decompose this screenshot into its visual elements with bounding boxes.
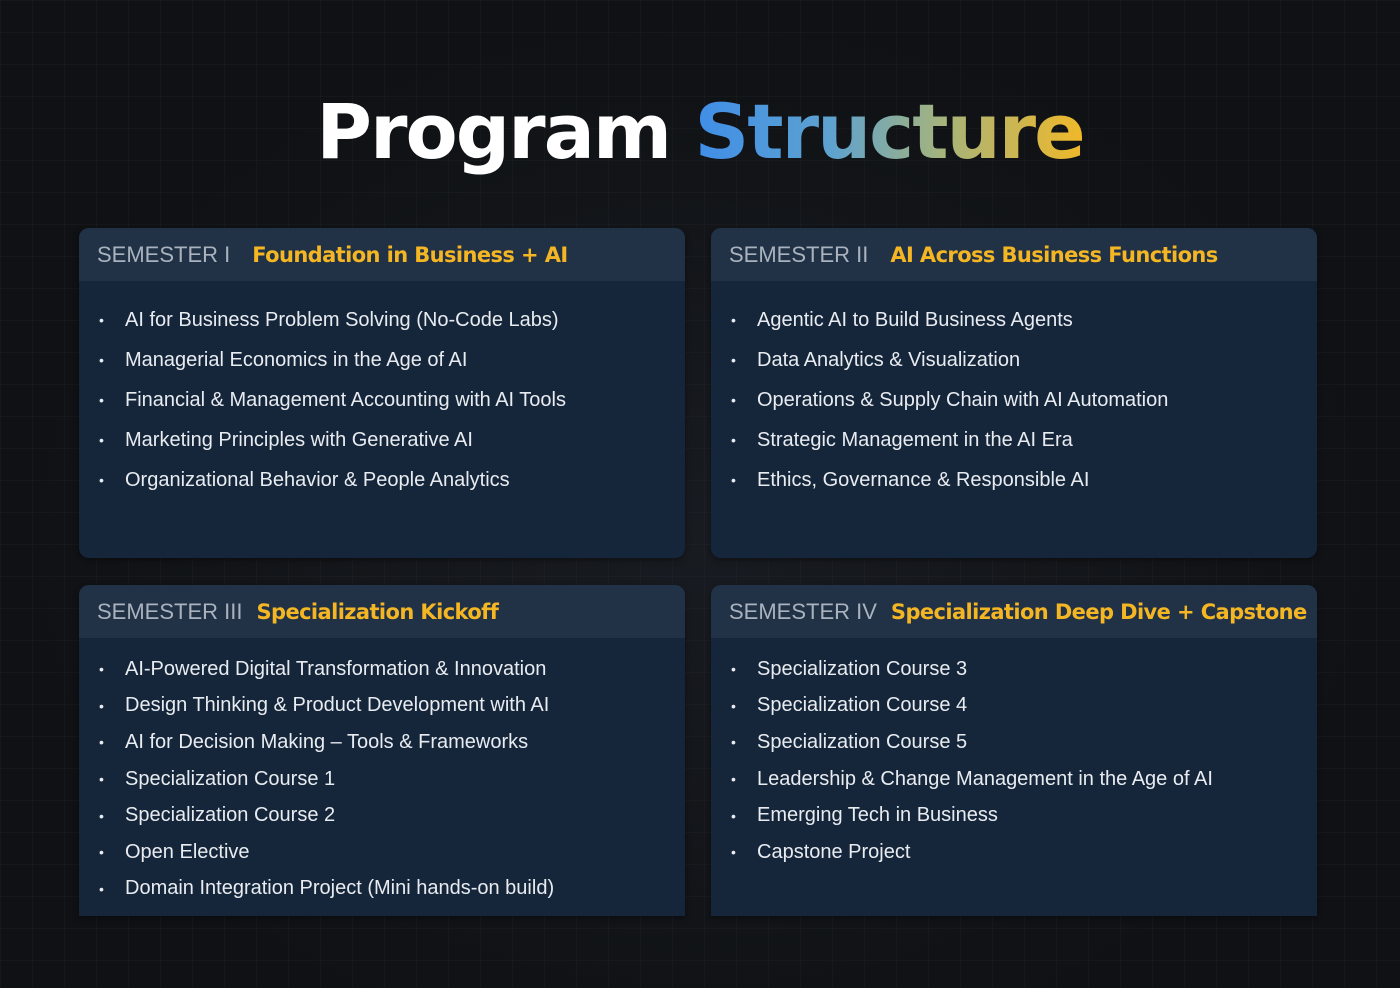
course-name: Specialization Course 1 xyxy=(125,767,336,790)
course-item xyxy=(99,460,685,500)
course-name: Organizational Behavior & People Analytics xyxy=(125,468,510,491)
course-item xyxy=(731,460,1317,500)
course-name: AI for Business Problem Solving (No-Code Labs) xyxy=(125,308,559,331)
course-item xyxy=(99,834,685,871)
course-item xyxy=(99,300,685,340)
course-item xyxy=(731,797,1317,834)
course-item xyxy=(99,420,685,460)
course-name: Data Analytics & Visualization xyxy=(757,348,1021,371)
bullet-icon: • xyxy=(731,432,736,448)
bullet-icon: • xyxy=(731,312,736,328)
semester-card-header xyxy=(79,228,685,281)
semester-card-3 xyxy=(79,585,685,916)
course-list xyxy=(711,281,1317,500)
course-item xyxy=(99,797,685,834)
course-name: AI-Powered Digital Transformation & Innovation xyxy=(125,657,547,680)
bullet-icon: • xyxy=(99,352,104,368)
semester-card-1 xyxy=(79,228,685,558)
semester-label: SEMESTER I xyxy=(97,241,231,267)
semester-title: Specialization Kickoff xyxy=(256,599,499,624)
course-name: Marketing Principles with Generative AI xyxy=(125,428,473,451)
course-item xyxy=(99,380,685,420)
course-name: Emerging Tech in Business xyxy=(757,804,998,827)
bullet-icon: • xyxy=(99,734,104,751)
course-item xyxy=(731,300,1317,340)
course-item xyxy=(731,651,1317,688)
course-item xyxy=(731,380,1317,420)
course-name: Domain Integration Project (Mini hands-on build) xyxy=(125,877,555,900)
bullet-icon: • xyxy=(731,352,736,368)
course-item xyxy=(731,420,1317,460)
course-name: Specialization Course 4 xyxy=(757,694,968,717)
page-title-accent: Structure xyxy=(694,87,1084,176)
course-name: Financial & Management Accounting with AI Tools xyxy=(125,388,566,411)
course-name: Agentic AI to Build Business Agents xyxy=(757,308,1073,331)
semester-title: Foundation in Business + AI xyxy=(252,242,568,267)
bullet-icon: • xyxy=(99,312,104,328)
page-title xyxy=(0,84,1400,180)
course-item xyxy=(731,724,1317,761)
course-item xyxy=(99,688,685,725)
semester-label: SEMESTER III xyxy=(97,598,243,624)
semester-label: SEMESTER II xyxy=(729,241,869,267)
bullet-icon: • xyxy=(99,880,104,897)
bullet-icon: • xyxy=(99,661,104,678)
course-name: Strategic Management in the AI Era xyxy=(757,428,1073,451)
bullet-icon: • xyxy=(99,392,104,408)
course-item xyxy=(99,724,685,761)
semester-card-4 xyxy=(711,585,1317,916)
bullet-icon: • xyxy=(731,844,736,861)
course-item xyxy=(731,761,1317,798)
bullet-icon: • xyxy=(99,472,104,488)
course-name: Specialization Course 5 xyxy=(757,730,968,753)
semester-title: Specialization Deep Dive + Capstone xyxy=(890,599,1307,624)
course-item xyxy=(731,340,1317,380)
semester-card-header xyxy=(711,585,1317,638)
course-item xyxy=(99,651,685,688)
bullet-icon: • xyxy=(731,661,736,678)
course-name: Capstone Project xyxy=(757,840,911,863)
course-name: Open Elective xyxy=(125,840,250,863)
course-name: Specialization Course 2 xyxy=(125,804,336,827)
course-name: Managerial Economics in the Age of AI xyxy=(125,348,468,371)
course-list xyxy=(79,281,685,500)
semester-title: AI Across Business Functions xyxy=(890,242,1218,267)
bullet-icon: • xyxy=(99,844,104,861)
course-item xyxy=(99,340,685,380)
bullet-icon: • xyxy=(731,807,736,824)
bullet-icon: • xyxy=(99,771,104,788)
course-item xyxy=(731,834,1317,871)
course-name: Ethics, Governance & Responsible AI xyxy=(757,468,1090,491)
bullet-icon: • xyxy=(731,697,736,714)
bullet-icon: • xyxy=(731,472,736,488)
course-list xyxy=(711,638,1317,871)
bullet-icon: • xyxy=(731,771,736,788)
bullet-icon: • xyxy=(731,734,736,751)
course-name: Specialization Course 3 xyxy=(757,657,968,680)
bullet-icon: • xyxy=(99,697,104,714)
page-title-primary: Program xyxy=(316,87,671,176)
course-name: Design Thinking & Product Development with AI xyxy=(125,694,550,717)
course-item xyxy=(731,688,1317,725)
semester-card-header xyxy=(79,585,685,638)
semester-card-header xyxy=(711,228,1317,281)
bullet-icon: • xyxy=(731,392,736,408)
course-name: Operations & Supply Chain with AI Automation xyxy=(757,388,1169,411)
semester-card-2 xyxy=(711,228,1317,558)
bullet-icon: • xyxy=(99,432,104,448)
course-name: AI for Decision Making – Tools & Frameworks xyxy=(125,730,529,753)
course-item xyxy=(99,761,685,798)
course-name: Leadership & Change Management in the Age of AI xyxy=(757,767,1213,790)
semester-label: SEMESTER IV xyxy=(729,598,877,624)
bullet-icon: • xyxy=(99,807,104,824)
course-list xyxy=(79,638,685,907)
course-item xyxy=(99,871,685,908)
